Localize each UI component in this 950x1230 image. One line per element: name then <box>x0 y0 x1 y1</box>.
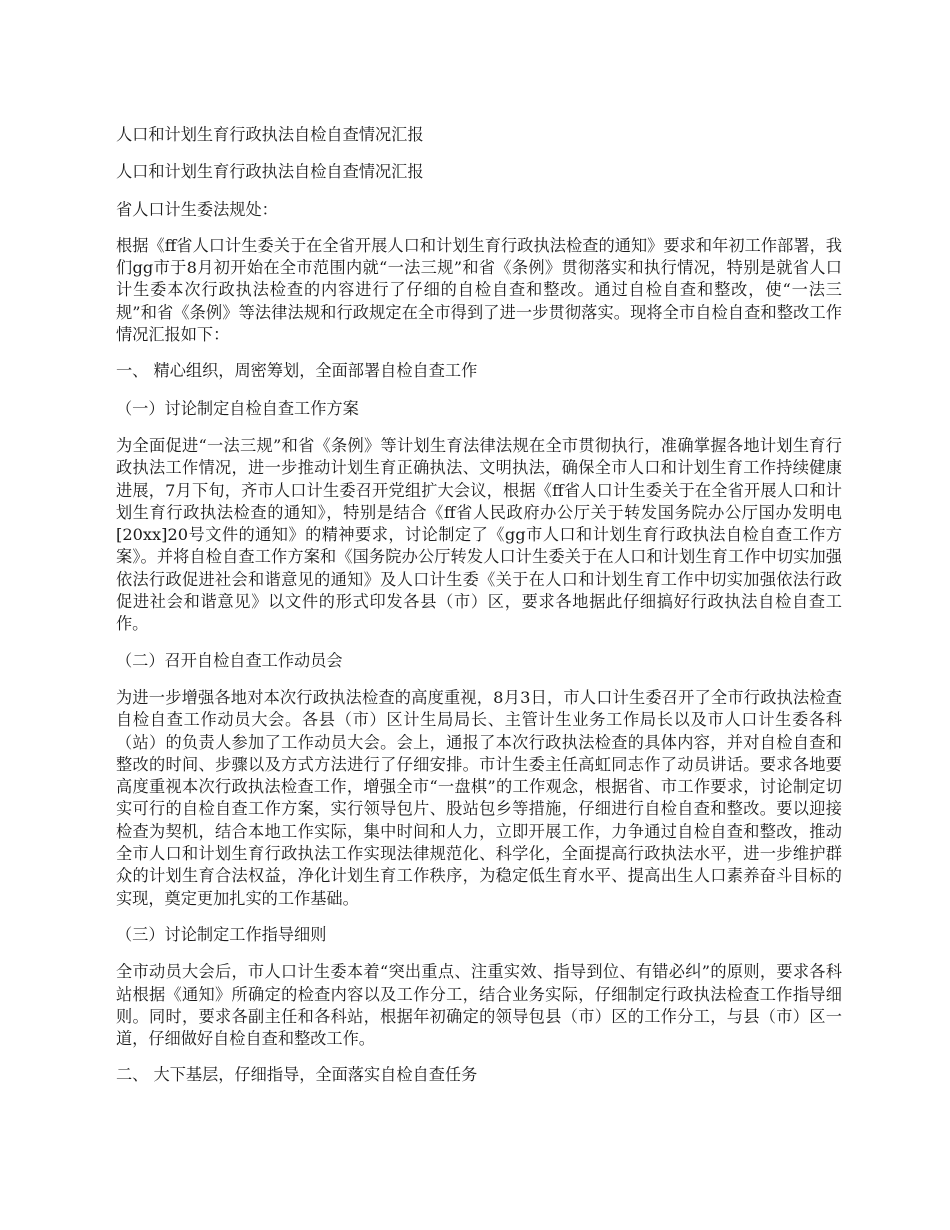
section-1-3-heading: （三）讨论制定工作指导细则 <box>116 924 327 944</box>
document-page <box>116 124 842 1102</box>
section-1-3-body: 全市动员大会后，市人口计生委本着“突出重点、注重实效、指导到位、有错必纠”的原则，要求各科站根据《通知》所确定的检查内容以及工作分工，结合业务实际，仔细制定行政执法检查工作指导细则。同时，要求各副主任和各科站，根据年初确定的领导包县（市）区的工作分工，与县（市）区一道，仔细做好自检自查和整改工作。 <box>116 962 842 1049</box>
section-2-heading: 二、 大下基层，仔细指导，全面落实自检自查任务 <box>116 1065 478 1085</box>
intro-paragraph: 根据《ff省人口计生委关于在全省开展人口和计划生育行政执法检查的通知》要求和年初工作部署，我们gg市于8月初开始在全市范围内就“一法三规”和省《条例》贯彻落实和执行情况，特别是就省人口计生委本次行政执法检查的内容进行了仔细的自检自查和整改。通过自检自查和整改，使“一法三规”和省《条例》等法律法规和行政规定在全市得到了进一步贯彻落实。现将全市自检自查和整改工作情况汇报如下： <box>116 235 842 345</box>
section-1-1-heading: （一）讨论制定自检自查工作方案 <box>116 398 359 418</box>
document-title: 人口和计划生育行政执法自检自查情况汇报 <box>116 125 424 144</box>
section-1-heading: 一、 精心组织，周密筹划，全面部署自检自查工作 <box>116 361 478 381</box>
section-1-2-body: 为进一步增强各地对本次行政执法检查的高度重视，8月3日，市人口计生委召开了全市行政执法检查自检自查工作动员大会。各县（市）区计生局局长、主管计生业务工作局长以及市人口计生委各科（站）的负责人参加了工作动员大会。会上，通报了本次行政执法检查的具体内容，并对自检自查和整改的时间、步骤以及方式方法进行了仔细安排。市计生委主任高虹同志作了动员讲话。要求各地要高度重视本次行政执法检查工作，增强全市“一盘棋”的工作观念，根据省、市工作要求，讨论制定切实可行的自检自查工作方案，实行领导包片、股站包乡等措施，仔细进行自检自查和整改。要以迎接检查为契机，结合本地工作实际，集中时间和人力，立即开展工作，力争通过自检自查和整改，推动全市人口和计划生育行政执法工作实现法律规范化、科学化，全面提高行政执法水平，进一步维护群众的计划生育合法权益，净化计划生育工作秩序，为稳定低生育水平、提高出生人口素养奋斗目标的实现，奠定更加扎实的工作基础。 <box>116 687 842 908</box>
section-1-2-heading: （二）召开自检自查工作动员会 <box>116 650 343 670</box>
addressee: 省人口计生委法规处： <box>116 199 278 219</box>
section-1-1-body: 为全面促进“一法三规”和省《条例》等计划生育法律法规在全市贯彻执行，准确掌握各地计划生育行政执法工作情况，进一步推动计划生育正确执法、文明执法，确保全市人口和计划生育工作持续健康进展，7月下旬，齐市人口计生委召开党组扩大会议，根据《ff省人口计生委关于在全省开展人口和计划生育行政执法检查的通知》，特别是结合《ff省人民政府办公厅关于转发国务院办公厅国办发明电[20xx]20号文件的通知》的精神要求，讨论制定了《gg市人口和计划生育行政执法自检自查工作方案》。并将自检自查工作方案和《国务院办公厅转发人口计生委关于在人口和计划生育工作中切实加强依法行政促进社会和谐意见的通知》及人口计生委《关于在人口和计划生育工作中切实加强依法行政促进社会和谐意见》以文件的形式印发各县（市）区，要求各地据此仔细搞好行政执法自检自查工作。 <box>116 435 842 634</box>
document-subtitle: 人口和计划生育行政执法自检自查情况汇报 <box>116 162 424 182</box>
